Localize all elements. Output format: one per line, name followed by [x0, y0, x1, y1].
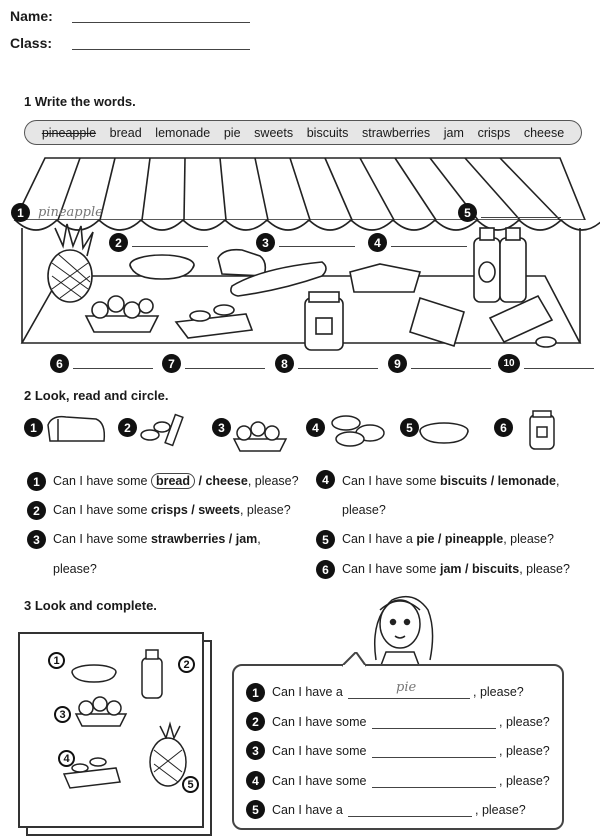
q-badge-6: 6	[316, 560, 335, 579]
name-field[interactable]	[72, 22, 250, 23]
section2-title: 2 Look, read and circle.	[24, 388, 169, 403]
sentence-5-pre: Can I have a	[272, 803, 343, 817]
answer-line-9[interactable]	[411, 368, 491, 369]
answer-line-2[interactable]	[132, 246, 208, 247]
question-2: Can I have some crisps / sweets, please?	[53, 503, 291, 517]
answer-line-6[interactable]	[73, 368, 153, 369]
pic-badge-1: 1	[24, 418, 43, 437]
question-1: Can I have some bread / cheese, please?	[53, 474, 299, 488]
question-4-cont: please?	[342, 503, 386, 517]
word-bread: bread	[109, 125, 142, 140]
word-pie: pie	[223, 125, 241, 140]
option-strawberries[interactable]: strawberries	[150, 532, 226, 546]
sentence-2-pre: Can I have some	[272, 715, 367, 729]
word-sweets: sweets	[254, 125, 294, 140]
badge-9: 9	[388, 354, 407, 373]
badge-5: 5	[458, 203, 477, 222]
q-badge-1: 1	[27, 472, 46, 491]
option-bread-circled[interactable]: bread	[151, 473, 195, 489]
badge-6: 6	[50, 354, 69, 373]
s-badge-3: 3	[246, 741, 265, 760]
option-biscuits[interactable]: biscuits	[439, 474, 488, 488]
q-badge-4: 4	[316, 470, 335, 489]
option-pineapple[interactable]: pineapple	[444, 532, 504, 546]
book-pictures	[20, 634, 202, 826]
answer-line-5[interactable]	[481, 217, 561, 218]
question-3: Can I have some strawberries / jam,	[53, 532, 261, 546]
badge-10: 10	[498, 354, 520, 373]
sentence-1-post: , please?	[473, 685, 524, 699]
section3-title: 3 Look and complete.	[24, 598, 157, 613]
option-lemonade[interactable]: lemonade	[497, 474, 556, 488]
s-badge-4: 4	[246, 771, 265, 790]
option-jam-6[interactable]: jam	[439, 562, 462, 576]
picture-book	[18, 632, 204, 828]
speech-bubble-tail	[340, 652, 370, 668]
book-badge-5: 5	[182, 776, 199, 793]
option-biscuits-6[interactable]: biscuits	[471, 562, 520, 576]
answer-line-3[interactable]	[279, 246, 355, 247]
question-6: Can I have some jam / biscuits, please?	[342, 562, 570, 576]
example-answer: pineapple	[38, 205, 103, 220]
sentence-5-post: , please?	[475, 803, 526, 817]
blank-4[interactable]	[372, 787, 496, 788]
word-biscuits: biscuits	[306, 125, 349, 140]
question-5: Can I have a pie / pineapple, please?	[342, 532, 554, 546]
book-badge-2: 2	[178, 656, 195, 673]
class-field[interactable]	[72, 49, 250, 50]
option-jam[interactable]: jam	[235, 532, 258, 546]
sentence-4-post: , please?	[499, 774, 550, 788]
badge-8: 8	[275, 354, 294, 373]
pic-badge-5: 5	[400, 418, 419, 437]
word-strawberries: strawberries	[362, 125, 431, 140]
badge-4: 4	[368, 233, 387, 252]
option-pie[interactable]: pie	[416, 532, 435, 546]
option-sweets[interactable]: sweets	[198, 503, 240, 517]
badge-2: 2	[109, 233, 128, 252]
s-badge-1: 1	[246, 683, 265, 702]
answer-line-10[interactable]	[524, 368, 594, 369]
book-badge-4: 4	[58, 750, 75, 767]
badge-1: 1	[11, 203, 30, 222]
word-pineapple: pineapple	[41, 125, 97, 140]
answer-line-8[interactable]	[298, 368, 378, 369]
option-crisps[interactable]: crisps	[150, 503, 188, 517]
badge-7: 7	[162, 354, 181, 373]
word-crisps: crisps	[477, 125, 511, 140]
badge-3: 3	[256, 233, 275, 252]
class-label: Class:	[10, 35, 53, 51]
word-lemonade: lemonade	[155, 125, 211, 140]
blank-1[interactable]	[348, 698, 470, 699]
answer-line-7[interactable]	[185, 368, 265, 369]
s-badge-5: 5	[246, 800, 265, 819]
book-badge-1: 1	[48, 652, 65, 669]
answer-line-4[interactable]	[391, 246, 467, 247]
sentence-3-pre: Can I have some	[272, 744, 367, 758]
pic-badge-4: 4	[306, 418, 325, 437]
question-4: Can I have some biscuits / lemonade,	[342, 474, 560, 488]
pic-badge-3: 3	[212, 418, 231, 437]
question-3-cont: please?	[53, 562, 97, 576]
word-cheese: cheese	[523, 125, 565, 140]
name-label: Name:	[10, 8, 53, 24]
q-badge-3: 3	[27, 530, 46, 549]
sentence-3-post: , please?	[499, 744, 550, 758]
q-badge-2: 2	[27, 501, 46, 520]
sentence-2-post: , please?	[499, 715, 550, 729]
book-badge-3: 3	[54, 706, 71, 723]
word-jam: jam	[443, 125, 464, 140]
sentence-1-pre: Can I have a	[272, 685, 343, 699]
blank-5[interactable]	[348, 816, 472, 817]
s-badge-2: 2	[246, 712, 265, 731]
section1-title: 1 Write the words.	[24, 94, 136, 109]
sentence-4-pre: Can I have some	[272, 774, 367, 788]
sentence-1-answer: pie	[396, 680, 417, 695]
word-box	[24, 120, 582, 145]
q-badge-5: 5	[316, 530, 335, 549]
blank-2[interactable]	[372, 728, 496, 729]
blank-3[interactable]	[372, 757, 496, 758]
section2-pictures	[0, 405, 600, 455]
pic-badge-6: 6	[494, 418, 513, 437]
market-stall-illustration	[0, 148, 600, 376]
option-cheese[interactable]: cheese	[205, 474, 248, 488]
pic-badge-2: 2	[118, 418, 137, 437]
